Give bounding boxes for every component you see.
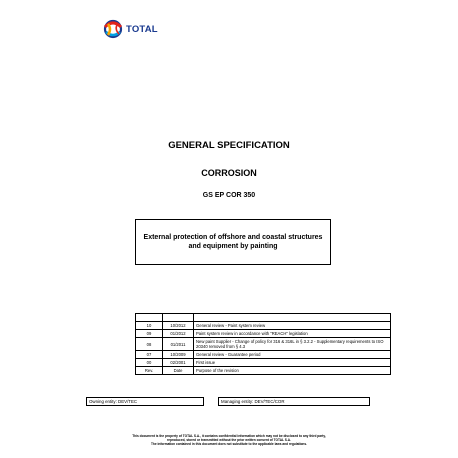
confidentiality-footer: [100, 434, 358, 446]
table-row: [87, 398, 370, 406]
purpose-cell: General review - Paint system review: [194, 322, 391, 330]
table-row: [136, 338, 391, 351]
table-row: [136, 314, 391, 322]
purpose-cell: Paint system review in accordance with "REACH" legislation: [194, 330, 391, 338]
rev-cell: 00: [136, 359, 163, 367]
date-cell: 02/2001: [163, 359, 194, 367]
total-logo-icon: [102, 17, 124, 41]
revision-table: [135, 313, 391, 375]
purpose-cell: New paint Supplier - Change of policy for 316 & 316L in § 3.2.2 - Supplementary requirements to ISO 20340 removed from § 4.3: [194, 338, 391, 351]
description-box: [135, 219, 331, 265]
date-cell: 01/2012: [163, 330, 194, 338]
document-reference: GS EP COR 350: [202, 192, 256, 199]
rev-cell: 08: [136, 338, 163, 351]
date-cell: 01/2011: [163, 338, 194, 351]
table-row: [136, 351, 391, 359]
logo-text: TOTAL: [126, 23, 158, 35]
managing-entity: Managing entity: DEV/TEC/COR: [219, 398, 370, 406]
footer-line: reproduced, stored or transmitted without the prior written consent of TOTAL S.A.: [167, 438, 291, 442]
table-row: [136, 330, 391, 338]
owning-entity: Owning entity: DEV/TEC: [87, 398, 204, 406]
table-header-row: [136, 367, 391, 375]
purpose-cell: First issue: [194, 359, 391, 367]
rev-cell: 07: [136, 351, 163, 359]
table-row: [136, 322, 391, 330]
purpose-cell: General review - Guarantee period: [194, 351, 391, 359]
date-cell: 10/2012: [163, 322, 194, 330]
footer-line: The information contained in this document does not substitute to the applicable laws and regulations.: [150, 442, 308, 446]
total-logo: [102, 16, 158, 42]
entity-table: [86, 397, 370, 406]
subject-heading: CORROSION: [201, 168, 257, 178]
purpose-header: Purpose of the revision: [194, 367, 391, 375]
date-header: Date: [163, 367, 194, 375]
specification-title: GENERAL SPECIFICATION: [168, 140, 290, 151]
rev-cell: 10: [136, 322, 163, 330]
description-text: External protection of offshore and coastal structures and equipment by painting: [143, 234, 323, 250]
rev-header: Rev.: [136, 367, 163, 375]
rev-cell: 09: [136, 330, 163, 338]
footer-line: This document is the property of TOTAL S.A., it contains confidential information which may not be disclosed to any third party,: [132, 434, 326, 438]
table-row: [136, 359, 391, 367]
date-cell: 10/2009: [163, 351, 194, 359]
